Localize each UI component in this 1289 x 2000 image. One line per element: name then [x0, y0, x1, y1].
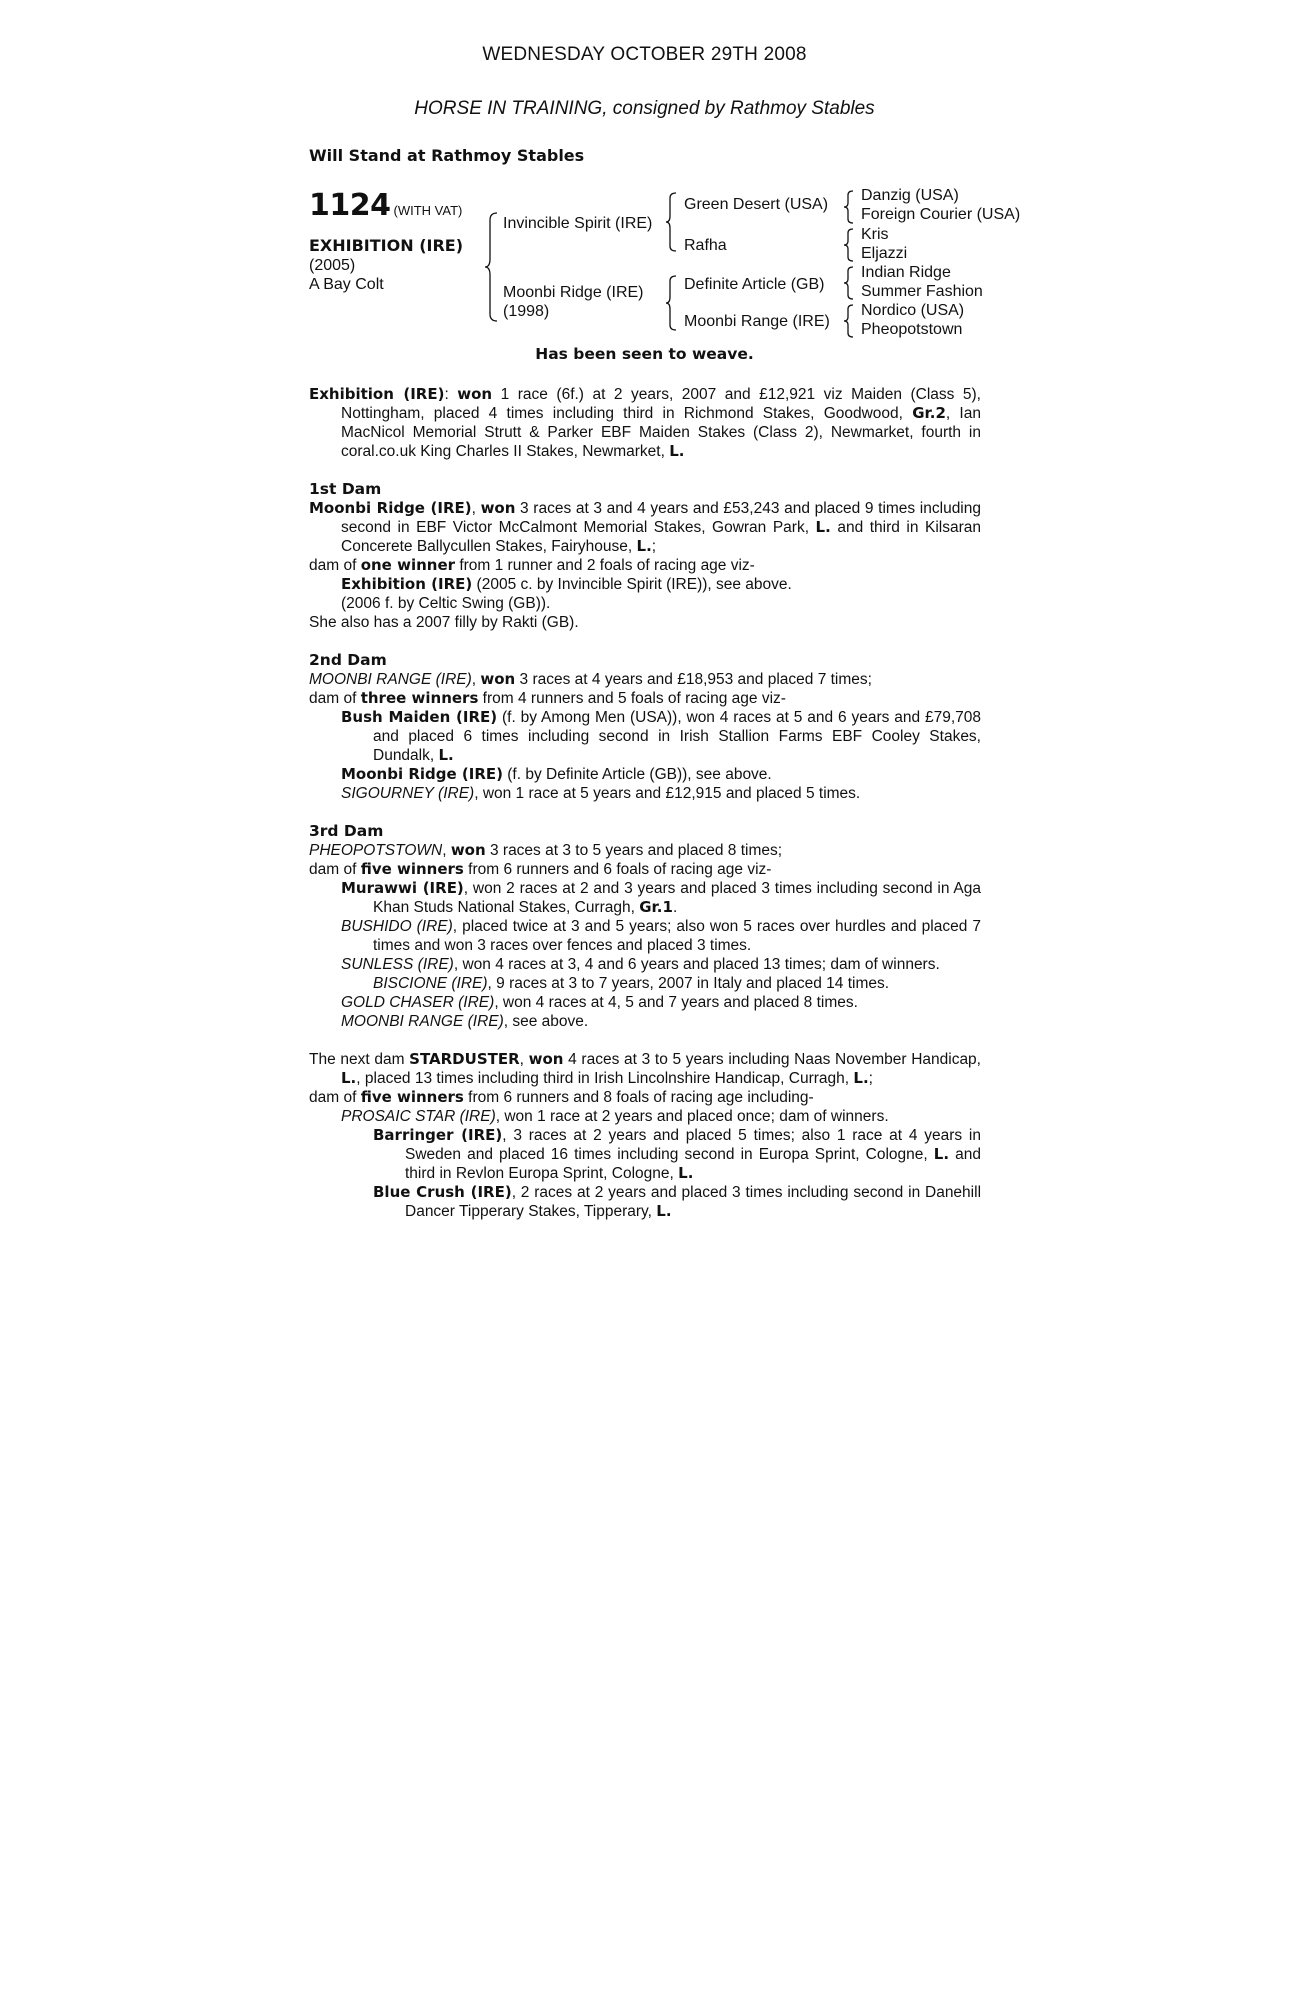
pedigree-gg-4: Eljazzi [861, 245, 908, 262]
first-dam-section: 1st Dam Moonbi Ridge (IRE), won 3 races at 3 and 4 years and £53,243 and placed 9 times including second in EBF Victor McCalmont Memorial Stakes, Gowran Park, L. and third in Kilsaran Concerete Ballycullen Stakes, Fairyhouse, L.; dam of one winner from 1 runner and 2 foals of racing age viz- Exhibition (IRE) (2005 c. by Invincible Spirit (IRE)), see above. (2006 f. by Celtic Swing (GB)). She also has a 2007 filly by Rakti (GB). [309, 480, 981, 631]
second-dam-heading: 2nd Dam [309, 651, 387, 669]
first-dam-heading: 1st Dam [309, 480, 382, 498]
pedigree-gg-7: Nordico (USA) [861, 302, 965, 319]
pedigree-dam-year: (1998) [503, 303, 550, 320]
vat-note: (WITH VAT) [393, 203, 463, 218]
pedigree-brace-g4 [843, 304, 855, 338]
pedigree-dam-sire: Definite Article (GB) [684, 276, 825, 293]
racing-record: Exhibition (IRE): won 1 race (6f.) at 2 years, 2007 and £12,921 viz Maiden (Class 5), Nottingham, placed 4 times including third in Richmond Stakes, Goodwood, Gr.2, Ian MacNicol Memorial Strutt & Parker EBF Maiden Stakes (Class 2), Newmarket, fourth in coral.co.uk King Charles II Stakes, Newmarket, L. [309, 385, 981, 460]
pedigree-gg-5: Indian Ridge [861, 264, 951, 281]
horse-year: (2005) [309, 257, 356, 274]
pedigree-brace-main [484, 212, 500, 322]
pedigree-brace-g2 [843, 228, 855, 262]
pedigree-dam-dam: Moonbi Range (IRE) [684, 313, 830, 330]
pedigree-gg-2: Foreign Courier (USA) [861, 206, 1021, 223]
horse-name: EXHIBITION (IRE) [309, 236, 464, 255]
pedigree-brace-sire [665, 192, 679, 252]
pedigree-brace-g3 [843, 266, 855, 300]
pedigree-gg-6: Summer Fashion [861, 283, 983, 300]
third-dam-section: 3rd Dam PHEOPOTSTOWN, won 3 races at 3 to 5 years and placed 8 times; dam of five winners from 6 runners and 6 foals of racing age viz- Murawwi (IRE), won 2 races at 2 and 3 years and placed 3 times including second in Aga Khan Studs National Stakes, Curragh, Gr.1. BUSHIDO (IRE), placed twice at 3 and 5 years; also won 5 races over hurdles and placed 7 times and won 3 races over fences and placed 3 times. SUNLESS (IRE), won 4 races at 3, 4 and 6 years and placed 13 times; dam of winners. BISCIONE (IRE), 9 races at 3 to 7 years, 2007 in Italy and placed 14 times. GOLD CHASER (IRE), won 4 races at 4, 5 and 7 years and placed 8 times. MOONBI RANGE (IRE), see above. [309, 822, 981, 1030]
pedigree-brace-g1 [843, 190, 855, 224]
pedigree-sire-sire: Green Desert (USA) [684, 196, 829, 213]
pedigree-dam: Moonbi Ridge (IRE) [503, 284, 644, 301]
stand-note: Will Stand at Rathmoy Stables [309, 146, 585, 165]
pedigree-sire-dam: Rafha [684, 237, 727, 254]
pedigree-gg-1: Danzig (USA) [861, 187, 959, 204]
pedigree-gg-8: Pheopotstown [861, 321, 963, 338]
third-dam-heading: 3rd Dam [309, 822, 384, 840]
horse-description: A Bay Colt [309, 276, 384, 293]
second-dam-section: 2nd Dam MOONBI RANGE (IRE), won 3 races at 4 years and £18,953 and placed 7 times; dam of three winners from 4 runners and 5 foals of racing age viz- Bush Maiden (IRE) (f. by Among Men (USA)), won 4 races at 5 and 6 years and £79,708 and placed 6 times including second in Irish Stallion Farms EBF Cooley Stakes, Dundalk, L. Moonbi Ridge (IRE) (f. by Definite Article (GB)), see above. SIGOURNEY (IRE), won 1 race at 5 years and £12,915 and placed 5 times. [309, 651, 981, 802]
lot-number-line [309, 188, 462, 223]
pedigree-brace-dam [665, 275, 679, 331]
weave-notice: Has been seen to weave. [535, 345, 754, 363]
consignment-line: HORSE IN TRAINING, consigned by Rathmoy Stables [414, 98, 875, 119]
pedigree-sire: Invincible Spirit (IRE) [503, 215, 653, 232]
next-dam-section: The next dam STARDUSTER, won 4 races at 3 to 5 years including Naas November Handicap, L., placed 13 times including third in Irish Lincolnshire Handicap, Curragh, L.; dam of five winners from 6 runners and 8 foals of racing age including- PROSAIC STAR (IRE), won 1 race at 2 years and placed once; dam of winners. Barringer (IRE), 3 races at 2 years and placed 5 times; also 1 race at 4 years in Sweden and placed 16 times including second in Europa Sprint, Cologne, L. and third in Revlon Europa Sprint, Cologne, L. Blue Crush (IRE), 2 races at 2 years and placed 3 times including second in Danehill Dancer Tipperary Stakes, Tipperary, L. [309, 1050, 982, 1220]
pedigree-gg-3: Kris [861, 226, 889, 243]
lot-number: 1124 [309, 188, 391, 223]
sale-date: WEDNESDAY OCTOBER 29TH 2008 [482, 44, 807, 65]
